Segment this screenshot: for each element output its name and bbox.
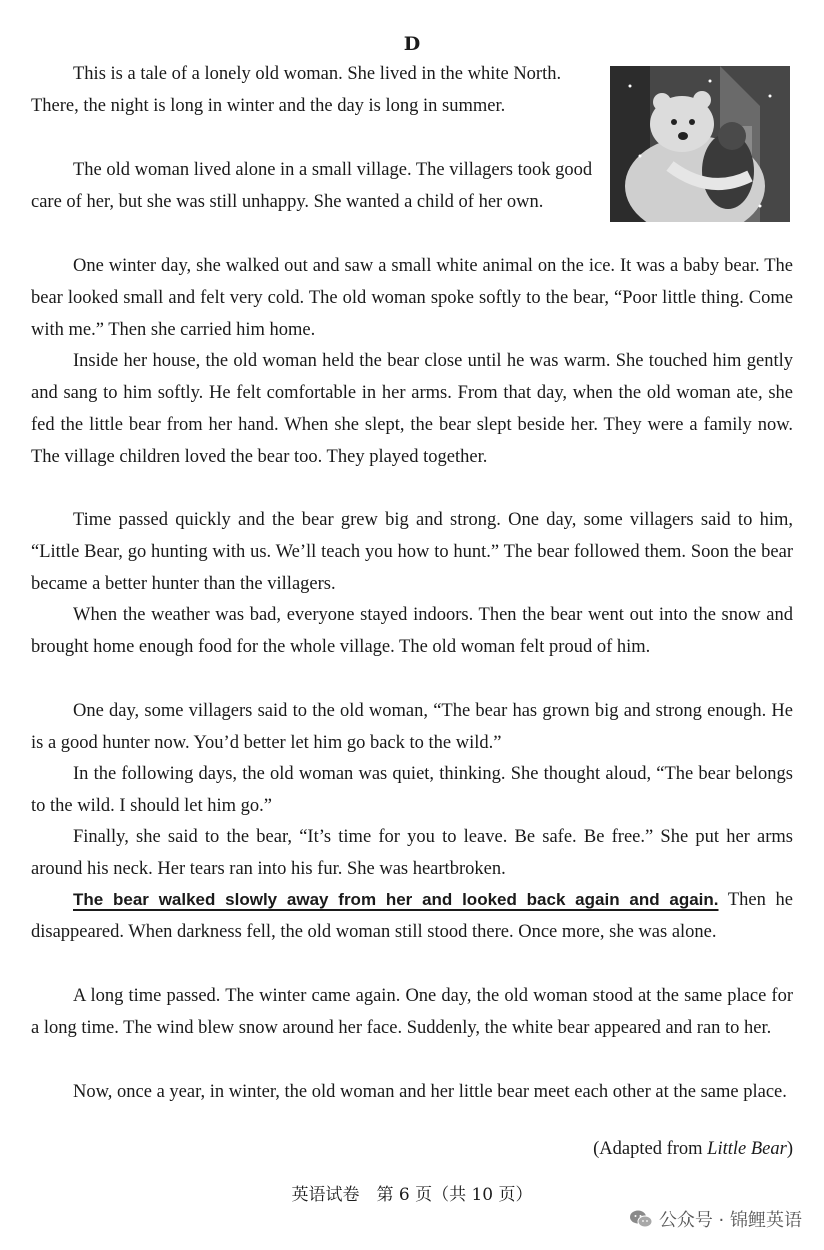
- paragraph-9: Finally, she said to the bear, “It’s time for you to leave. Be safe. Be free.” She put her arms around his neck. Her tears ran into his fur. She was heartbroken.: [31, 827, 793, 879]
- source-title: Little Bear: [707, 1139, 787, 1159]
- paragraph-7: One day, some villagers said to the old woman, “The bear has grown big and strong enough. He is a good hunter now. You’d better let him go back to the wild.”: [31, 701, 793, 753]
- page-footer: 英语试卷 第 6 页（共 10 页）: [291, 1185, 533, 1205]
- paragraph-2: The old woman lived alone in a small village. The villagers took good care of her, but she was still unhappy. She wanted a child of her own.: [31, 160, 593, 212]
- source-citation: (Adapted from Little Bear): [593, 1139, 793, 1159]
- paragraph-12: Now, once a year, in winter, the old woman and her little bear meet each other at the same place.: [73, 1082, 787, 1102]
- paragraph-4: Inside her house, the old woman held the bear close until he was warm. She touched him gently and sang to him softly. He felt comfortable in her arms. From that day, when the old woman ate, she fed the little bear from her hand. When she slept, the bear slept beside her. They were a family now. The village children loved the bear too. They played together.: [31, 351, 793, 467]
- watermark-text: 公众号 · 锦鲤英语: [658, 1210, 802, 1231]
- section-heading: D: [403, 33, 421, 55]
- paragraph-5: Time passed quickly and the bear grew big and strong. One day, some villagers said to him, “Little Bear, go hunting with us. We’ll teach you how to hunt.” The bear followed them. Soon the bear became a better hunter than the villagers.: [31, 510, 793, 594]
- paragraph-11: A long time passed. The winter came again. One day, the old woman stood at the same place for a long time. The wind blew snow around her face. Suddenly, the white bear appeared and ran to her.: [31, 986, 793, 1038]
- bear-hug-illustration: [610, 66, 790, 222]
- underlined-sentence: The bear walked slowly away from her and looked back again and again.: [73, 890, 719, 909]
- paragraph-1: This is a tale of a lonely old woman. She lived in the white North. There, the night is long in winter and the day is long in summer.: [31, 64, 562, 116]
- paragraph-8: In the following days, the old woman was quiet, thinking. She thought aloud, “The bear belongs to the wild. I should let him go.”: [31, 764, 793, 816]
- paragraph-6: When the weather was bad, everyone stayed indoors. Then the bear went out into the snow and brought home enough food for the whole village. The old woman felt proud of him.: [31, 605, 793, 657]
- watermark: [629, 1206, 802, 1232]
- wechat-icon: [629, 1209, 653, 1229]
- paragraph-3: One winter day, she walked out and saw a small white animal on the ice. It was a baby bear. The bear looked small and felt very cold. The old woman spoke softly to the bear, “Poor little thing. Come with me.” Then she carried him home.: [31, 256, 793, 340]
- paragraph-10: The bear walked slowly away from her and looked back again and again. Then he disappeared. When darkness fell, the old woman still stood there. Once more, she was alone.: [31, 890, 794, 942]
